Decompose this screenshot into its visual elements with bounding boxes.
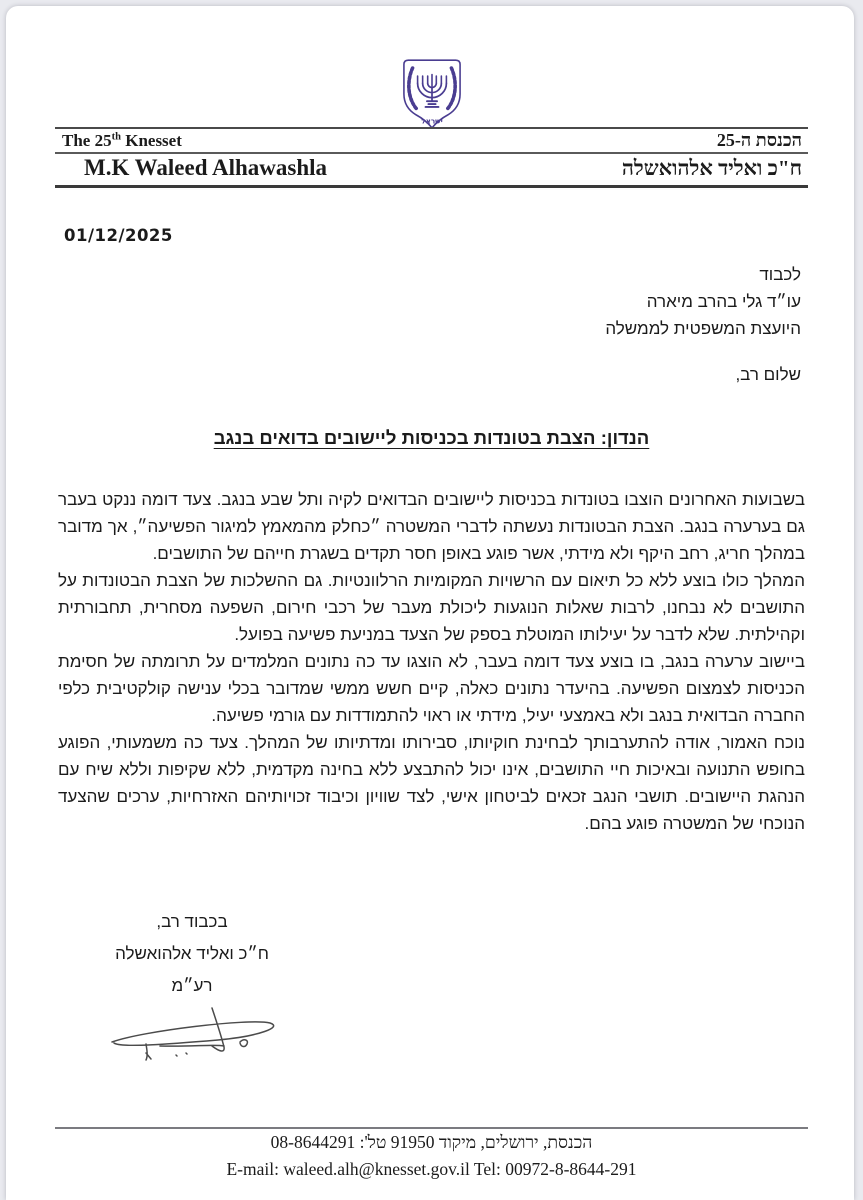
closing-block: [92, 906, 292, 1002]
mk-name-en: M.K Waleed Alhawashla: [84, 155, 328, 180]
olive-branch-left: [409, 68, 416, 108]
body-paragraph: בשבועות האחרונים הוצבו בטונדות בכניסות ליישובים הבדואים לקיה ותל שבע בנגב. צעד דומה ננקט בעבר גם בערערה בנגב. הצבת הבטונדות נעשתה לדברי המשטרה ״כחלק מהמאמץ למיגור הפשיעה״, אך מדובר במהלך חריג, רחב היקף ולא מידתי, אשר פוגע באופן חסר תקדים בשגרת חייהם של התושבים.: [58, 490, 805, 563]
emblem-israel-label: ישראל: [421, 116, 443, 126]
closing-salutation: בכבוד רב,: [156, 912, 228, 931]
letter-body: [58, 486, 805, 837]
session-label-en: The 25th Knesset: [62, 131, 182, 150]
header-rule-middle: [55, 152, 808, 154]
footer-address: הכנסת, ירושלים, מיקוד 91950 טל': 08-8644291: [270, 1132, 593, 1152]
handwritten-signature: [100, 1002, 296, 1072]
recipient-name: עו״ד גלי בהרב מיארה: [646, 292, 801, 311]
letter-date: 01/12/2025: [64, 226, 173, 245]
closing-org: רע״מ: [171, 976, 213, 995]
recipient-title: היועצת המשפטית לממשלה: [605, 319, 801, 338]
subject-line: הנדון: הצבת בטונדות בכניסות ליישובים בדואים בנגב: [213, 427, 650, 448]
body-paragraph: ביישוב ערערה בנגב, בו בוצע צעד דומה בעבר, לא הוצגו עד כה נתונים המלמדים על תרומתה של חסימת הכניסות לצמצום הפשיעה. בהיעדר נתונים כאלה, קיים חשש ממשי שמדובר בכלי ענישה קולקטיבית כלפי החברה הבדואית בנגב ולא באמצעי יעיל, מידתי או ראוי להתמודדות עם גורמי פשיעה.: [58, 652, 805, 725]
closing-name: ח״כ ואליד אלהואשלה: [115, 944, 269, 963]
body-paragraph: המהלך כולו בוצע ללא כל תיאום עם הרשויות המקומיות הרלוונטיות. גם ההשלכות של הצבת הבטונדות על התושבים לא נבחנו, לרבות שאלות הנוגעות ליכולת מעבר של רכבי חירום, השפעה מסחרית, תחבורתית וקהילתית. שלא לדבר על יעילותו המוטלת בספק של הצעד במניעת פשיעה בפועל.: [58, 571, 805, 644]
header-row-name: [62, 155, 802, 181]
knesset-emblem-icon: [396, 56, 468, 132]
header-row-session: [62, 130, 802, 151]
footer-rule: [55, 1127, 808, 1129]
footer-contact: E-mail: waleed.alh@knesset.gov.il Tel: 00972-8-8644-291: [226, 1159, 637, 1179]
mk-name-he: ח"כ ואליד אלהואשלה: [621, 156, 802, 180]
menorah-base: [426, 101, 439, 107]
header-rule-top: [55, 127, 808, 129]
recipient-to: לכבוד: [759, 265, 801, 284]
header-rule-bottom: [55, 185, 808, 188]
olive-branch-right: [448, 68, 455, 108]
greeting: שלום רב,: [735, 365, 801, 384]
recipient-block: [605, 261, 801, 342]
ordinal-suffix: th: [111, 131, 121, 143]
body-paragraph: נוכח האמור, אודה להתערבותך לבחינת חוקיותו, סבירותו ומדתיותו של המהלך. צעד כה משמעותי, הפוגע בחופש התנועה ובאיכות חיי התושבים, אינו יכול להתבצע ללא בחינה מקדמית, ללא שקיפות וללא שיח עם הנהגת היישובים. תושבי הנגב זכאים לביטחון אישי, לצד שוויון וכיבוד זכויותיהם האזרחיות, ערכים שהצעד הנוכחי של המשטרה פוגע בהם.: [58, 733, 805, 833]
session-label-he: הכנסת ה-25: [716, 130, 802, 150]
